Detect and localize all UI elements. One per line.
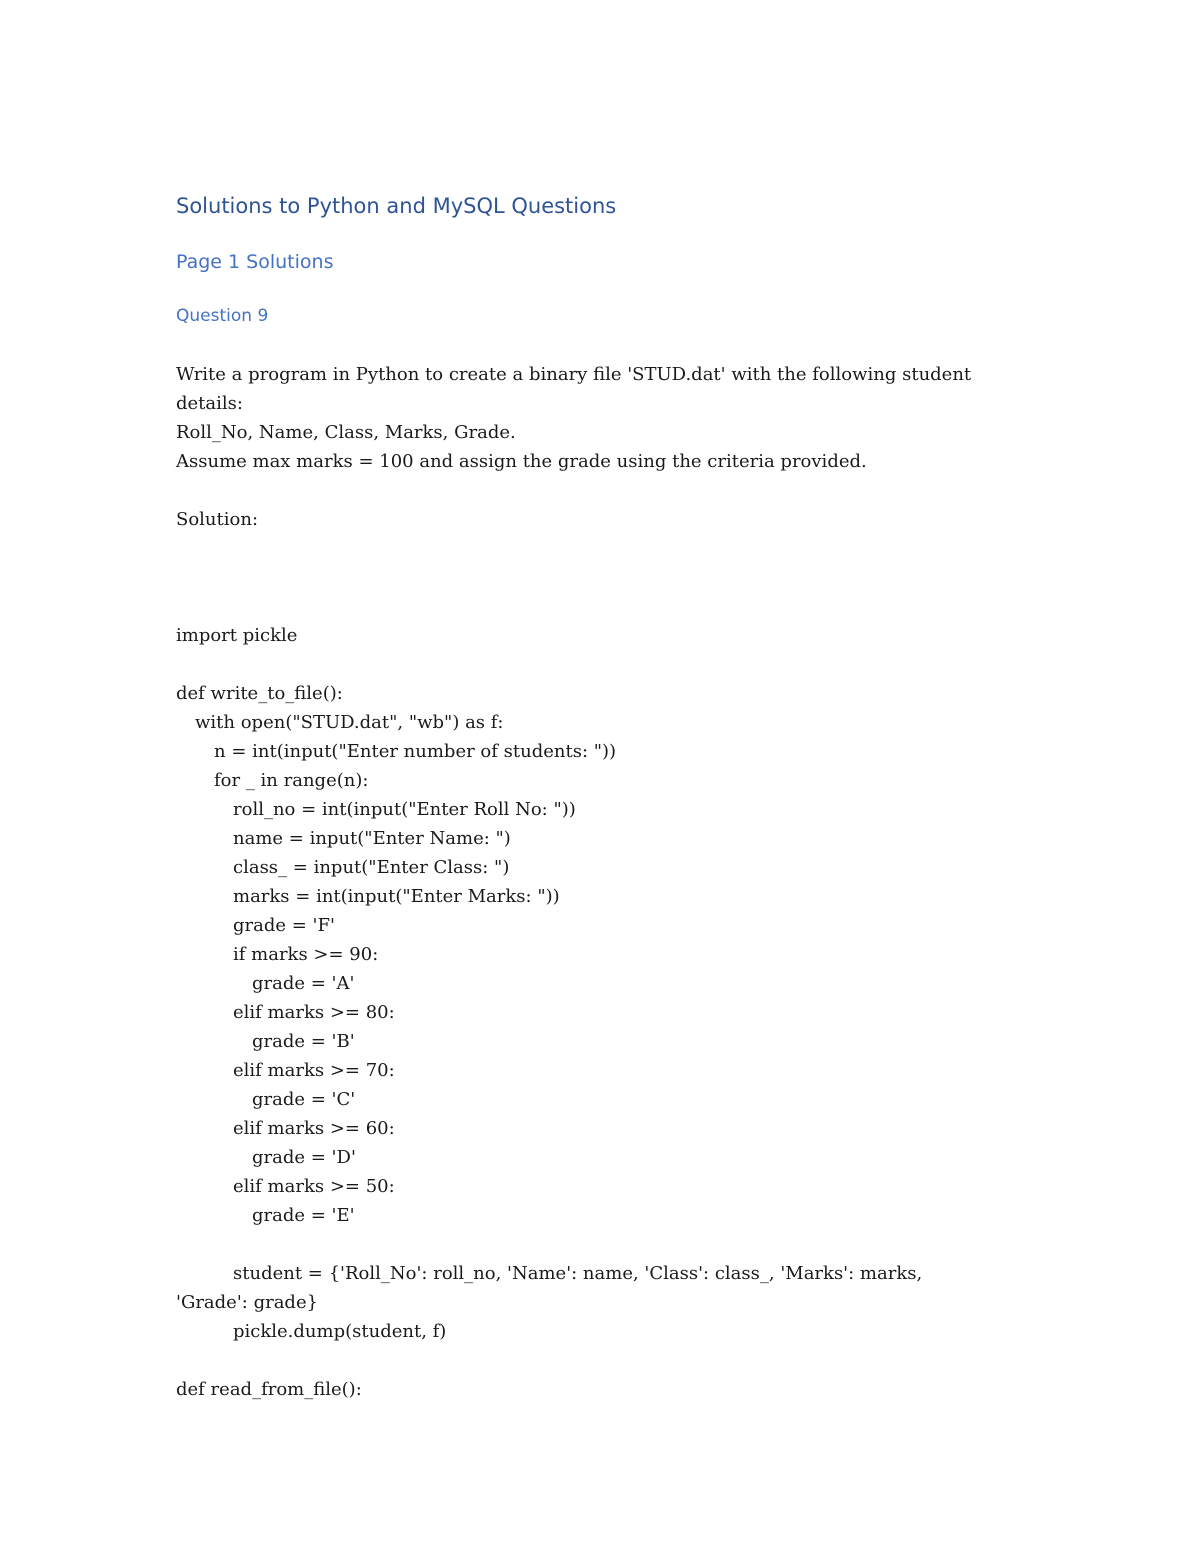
code-line: grade = 'E' <box>252 1205 355 1226</box>
code-line: grade = 'A' <box>252 973 355 994</box>
solution-label: Solution: <box>176 509 259 530</box>
code-line: elif marks >= 60: <box>233 1118 395 1139</box>
document-title: Solutions to Python and MySQL Questions <box>176 194 617 218</box>
code-line: if marks >= 90: <box>233 944 379 965</box>
code-line: grade = 'F' <box>233 915 335 936</box>
code-line: elif marks >= 70: <box>233 1060 395 1081</box>
code-line: elif marks >= 50: <box>233 1176 395 1197</box>
code-line: for _ in range(n): <box>214 770 369 791</box>
question-heading: Question 9 <box>176 306 269 326</box>
code-line: grade = 'D' <box>252 1147 356 1168</box>
code-line: grade = 'C' <box>252 1089 356 1110</box>
spacer <box>176 592 996 621</box>
prompt-line: Roll_No, Name, Class, Marks, Grade. <box>176 422 516 443</box>
code-line: roll_no = int(input("Enter Roll No: ")) <box>233 799 576 820</box>
spacer <box>176 1230 996 1259</box>
code-line: grade = 'B' <box>252 1031 355 1052</box>
spacer <box>176 534 996 563</box>
code-line: with open("STUD.dat", "wb") as f: <box>195 712 504 733</box>
code-line: name = input("Enter Name: ") <box>233 828 511 849</box>
spacer <box>176 476 996 505</box>
code-line: def write_to_file(): <box>176 683 343 704</box>
spacer <box>176 563 996 592</box>
section-heading: Page 1 Solutions <box>176 251 334 273</box>
prompt-line: Assume max marks = 100 and assign the grade using the criteria provided. <box>176 451 867 472</box>
document-content <box>176 190 996 1400</box>
code-line: marks = int(input("Enter Marks: ")) <box>233 886 560 907</box>
code-line: import pickle <box>176 625 298 646</box>
spacer <box>176 1346 996 1375</box>
prompt-line: Write a program in Python to create a binary file 'STUD.dat' with the following student details: <box>176 364 972 414</box>
question-body <box>176 360 996 1404</box>
code-line: n = int(input("Enter number of students: ")) <box>214 741 617 762</box>
code-line: elif marks >= 80: <box>233 1002 395 1023</box>
code-line: pickle.dump(student, f) <box>233 1321 447 1342</box>
code-line: student = {'Roll_No': roll_no, 'Name': name, 'Class': class_, 'Marks': marks, 'Grade': grade} <box>176 1263 923 1313</box>
code-line: def read_from_file(): <box>176 1379 362 1400</box>
code-line: class_ = input("Enter Class: ") <box>233 857 510 878</box>
code-block <box>176 621 996 1404</box>
spacer <box>176 650 996 679</box>
